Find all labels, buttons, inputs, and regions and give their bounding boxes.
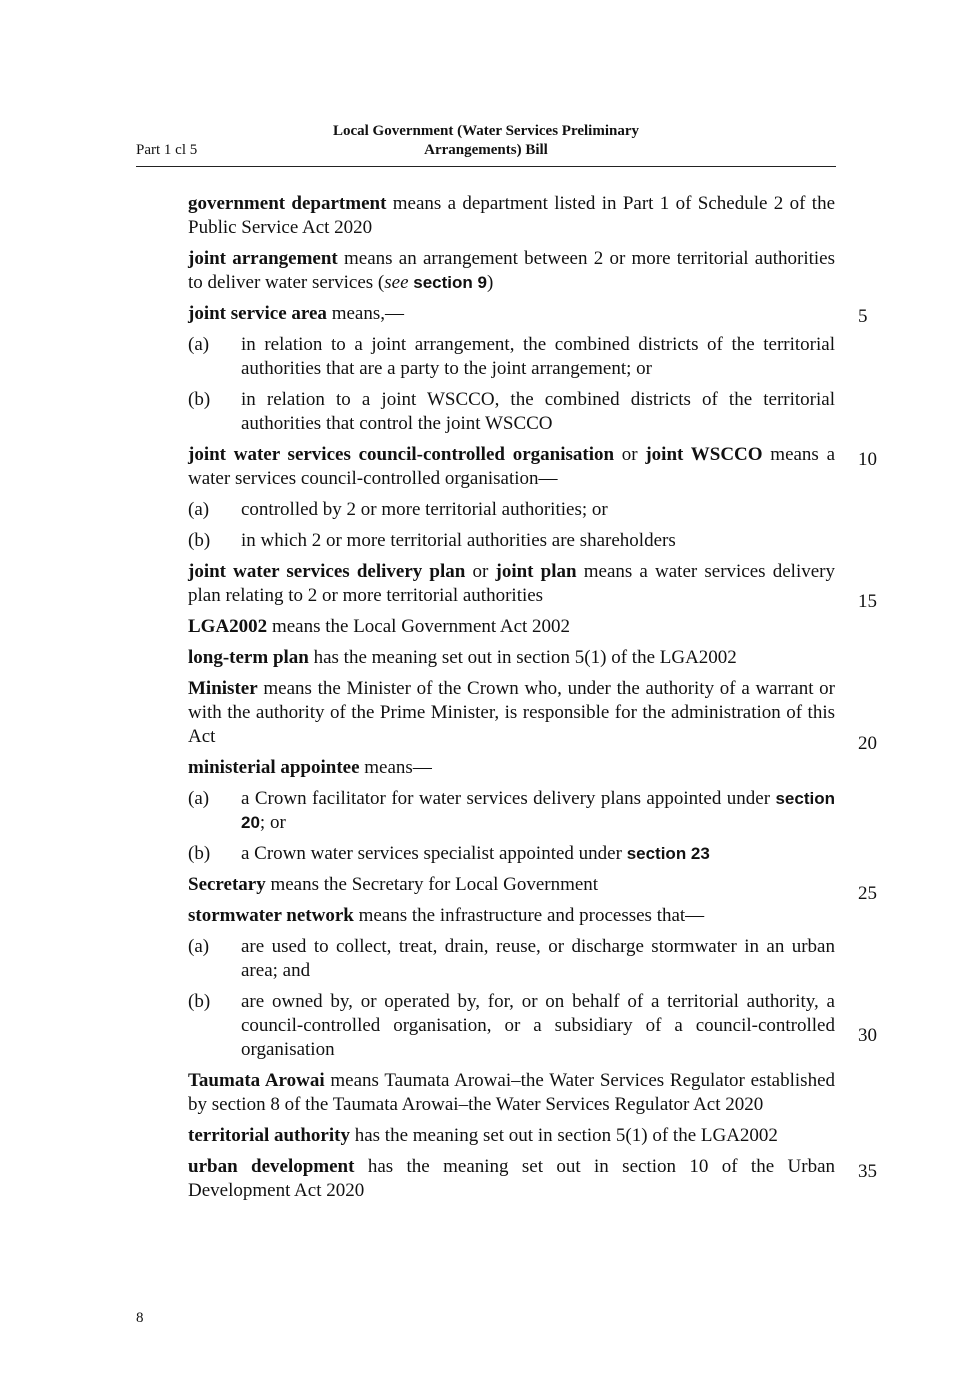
defined-term: urban development xyxy=(188,1156,355,1177)
paragraph-a xyxy=(188,498,835,522)
defined-term-alt: joint plan xyxy=(495,561,577,582)
definition-urban-development xyxy=(188,1155,835,1203)
definition-text: means the Minister of the Crown who, under the authority of a warrant or with the authority of the Prime Minister, is responsible for the administration of this Act xyxy=(188,678,835,747)
paragraph-text: in relation to a joint arrangement, the combined districts of the territorial authorities that are a party to the joint arrangement; or xyxy=(241,334,835,379)
defined-term-alt: joint WSCCO xyxy=(645,444,763,465)
paragraph-label: (a) xyxy=(188,788,210,809)
definition-text: means— xyxy=(359,757,432,778)
definition-lga2002 xyxy=(188,615,835,639)
paragraph-a xyxy=(188,935,835,983)
paragraph-text: are used to collect, treat, drain, reuse, or discharge stormwater in an urban area; and xyxy=(241,936,835,981)
part-reference: Part 1 cl 5 xyxy=(136,142,198,158)
definition-text: means,— xyxy=(326,303,404,324)
definition-text: means an arrangement between 2 or more territorial authorities to deliver water services ( xyxy=(188,248,835,293)
defined-term: Taumata Arowai xyxy=(188,1070,325,1091)
line-number: 35 xyxy=(858,1161,877,1182)
definition-text: means a water services delivery plan relating to 2 or more territorial authorities xyxy=(188,561,835,606)
paragraph-tail: ; or xyxy=(259,812,286,833)
definition-joint-water-services-delivery-plan xyxy=(188,560,835,608)
paragraph-text: in relation to a joint WSCCO, the combined districts of the territorial authorities that control the joint WSCCO xyxy=(241,389,835,434)
paragraph-label: (b) xyxy=(188,991,211,1012)
definitions-list xyxy=(188,192,835,1210)
definition-stormwater-network xyxy=(188,904,835,928)
bill-title-line2: Arrangements) Bill xyxy=(424,142,548,158)
defined-term: territorial authority xyxy=(188,1125,350,1146)
defined-term: joint water services delivery plan xyxy=(188,561,466,582)
defined-term: LGA2002 xyxy=(188,616,268,637)
paragraph-text: controlled by 2 or more territorial authorities; or xyxy=(241,499,608,520)
definition-ministerial-appointee xyxy=(188,756,835,780)
closing-paren: ) xyxy=(486,272,494,293)
paragraph-label: (a) xyxy=(188,499,210,520)
definition-secretary xyxy=(188,873,835,897)
paragraph-text: a Crown water services specialist appointed under xyxy=(241,843,627,864)
bill-title-line1: Local Government (Water Services Preliminary xyxy=(332,123,640,139)
section-reference: section 9 xyxy=(413,273,487,292)
or-word: or xyxy=(465,561,496,582)
defined-term: Minister xyxy=(188,678,258,699)
defined-term: joint arrangement xyxy=(188,248,338,269)
definition-text: means the Secretary for Local Government xyxy=(265,874,599,895)
definition-territorial-authority xyxy=(188,1124,835,1148)
definition-minister xyxy=(188,677,835,749)
paragraph-label: (b) xyxy=(188,530,211,551)
line-number: 20 xyxy=(858,733,877,754)
paragraph-label: (b) xyxy=(188,843,211,864)
line-number: 30 xyxy=(858,1025,877,1046)
definition-text: has the meaning set out in section 10 of the Urban Development Act 2020 xyxy=(188,1156,835,1201)
bill-title xyxy=(286,122,686,160)
section-reference: section 20 xyxy=(241,789,835,832)
line-number: 25 xyxy=(858,883,877,904)
paragraph-a xyxy=(188,787,835,835)
paragraph-text: in which 2 or more territorial authorities are shareholders xyxy=(241,530,676,551)
definition-long-term-plan xyxy=(188,646,835,670)
defined-term: joint water services council-controlled organisation xyxy=(188,444,615,465)
definition-text: means a department listed in Part 1 of Schedule 2 of the Public Service Act 2020 xyxy=(188,193,835,238)
definition-joint-arrangement xyxy=(188,247,835,295)
definition-text: means a water services council-controlled organisation— xyxy=(188,444,835,489)
page-number: 8 xyxy=(136,1310,144,1326)
or-word: or xyxy=(614,444,646,465)
paragraph-text: are owned by, or operated by, for, or on behalf of a territorial authority, a council-controlled organisation, or a subsidiary of a council-controlled organisation xyxy=(241,991,835,1060)
definition-text: has the meaning set out in section 5(1) of the LGA2002 xyxy=(349,1125,778,1146)
definition-taumata-arowai xyxy=(188,1069,835,1117)
definition-text: means the Local Government Act 2002 xyxy=(267,616,571,637)
defined-term: joint service area xyxy=(188,303,327,324)
paragraph-a xyxy=(188,333,835,381)
section-reference: section 23 xyxy=(626,844,710,863)
defined-term: stormwater network xyxy=(188,905,354,926)
see-word: see xyxy=(384,272,409,293)
definition-joint-service-area xyxy=(188,302,835,326)
definition-joint-wscco xyxy=(188,443,835,491)
definition-text: means the infrastructure and processes that— xyxy=(353,905,705,926)
defined-term: Secretary xyxy=(188,874,266,895)
line-number: 15 xyxy=(858,591,877,612)
paragraph-text: a Crown facilitator for water services delivery plans appointed under xyxy=(241,788,776,809)
definition-text: has the meaning set out in section 5(1) of the LGA2002 xyxy=(308,647,737,668)
definition-text: means Taumata Arowai–the Water Services Regulator established by section 8 of the Taumata Arowai–the Water Services Regulator Act 2020 xyxy=(188,1070,836,1115)
paragraph-b xyxy=(188,990,835,1062)
line-number: 10 xyxy=(858,449,877,470)
paragraph-b xyxy=(188,842,835,866)
defined-term: ministerial appointee xyxy=(188,757,360,778)
paragraph-label: (b) xyxy=(188,389,211,410)
running-header xyxy=(136,120,836,167)
defined-term: government department xyxy=(188,193,387,214)
paragraph-b xyxy=(188,388,835,436)
line-number: 5 xyxy=(858,306,868,327)
paragraph-label: (a) xyxy=(188,334,210,355)
paragraph-label: (a) xyxy=(188,936,210,957)
paragraph-b xyxy=(188,529,835,553)
defined-term: long-term plan xyxy=(188,647,309,668)
definition-government-department xyxy=(188,192,835,240)
